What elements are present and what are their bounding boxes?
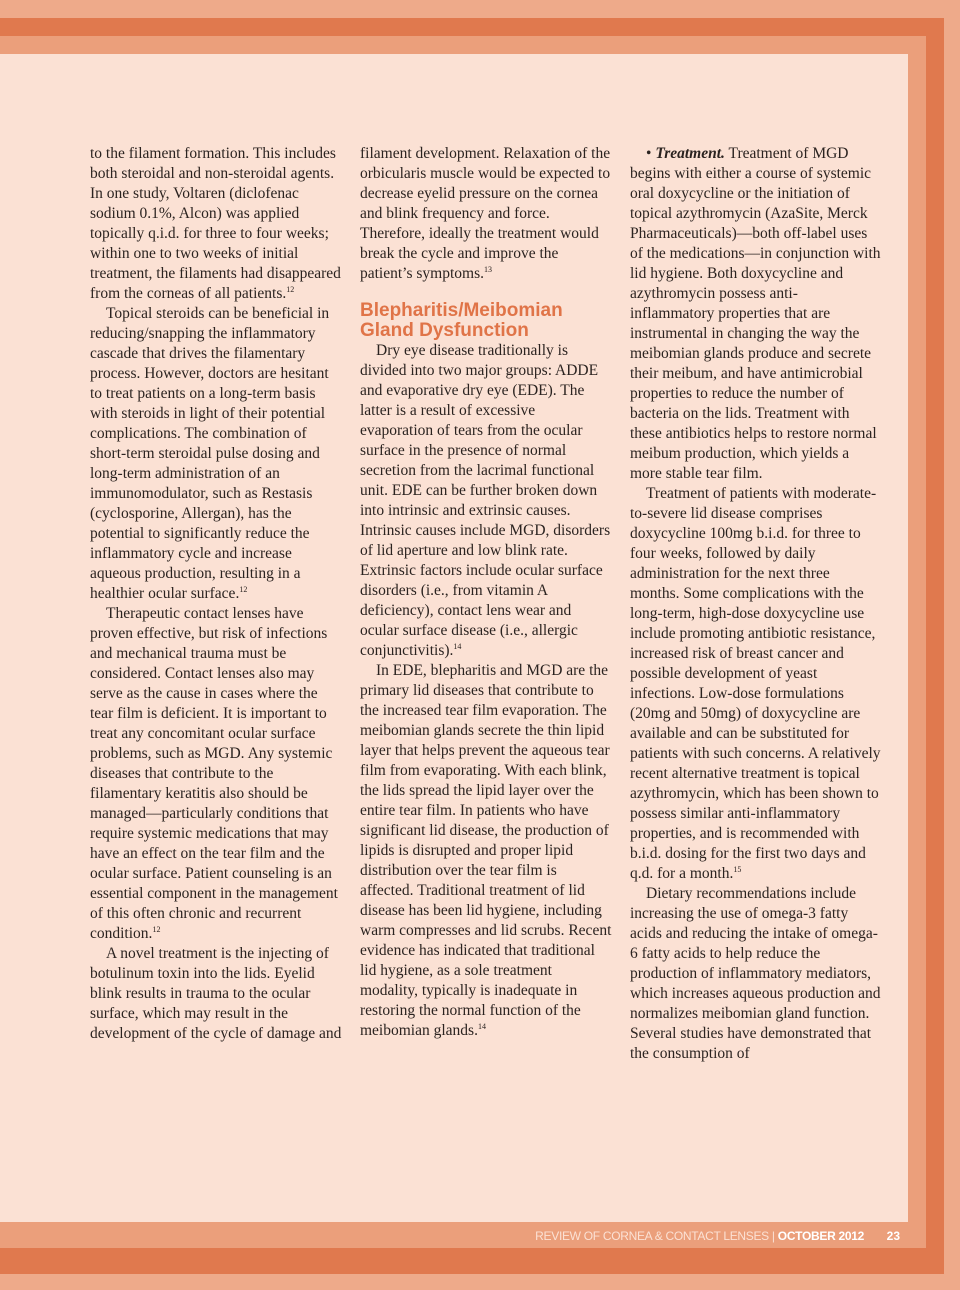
reference-marker: 15 xyxy=(733,864,742,874)
section-heading: Blepharitis/Meibomian Gland Dysfunction xyxy=(360,300,563,341)
paragraph: Therapeutic contact lenses have proven effective, but risk of infections and mechanical trauma must be considered. Contact lenses also may serve as the cause in cases where the tear film is deficient. It is important to treat any concomitant ocular surface problems, such as MGD. Any systemic diseases that contribute to the filamentary keratitis also should be managed—particularly conditions that require systemic medications that may have an effect on the tear film and the ocular surface. Patient counseling is an essential component in the management of this often chronic and recurrent condition.$^{12}$ xyxy=(90,605,338,942)
page-footer xyxy=(0,1226,908,1246)
run-in-heading: Treatment. xyxy=(655,145,725,162)
page-number: 23 xyxy=(886,1229,900,1243)
paragraph: Topical steroids can be beneficial in reducing/snapping the inflammatory cascade that drives the filamentary process. However, doctors are hesitant to treat patients on a long-term basis with steroids in light of their potential complications. The combination of short-term steroidal pulse dosing and long-term administration of an immunomodulator, such as Restasis (cyclosporine, Allergan), has the potential to significantly reduce the inflammatory cycle and increase aqueous production, resulting in a healthier ocular surface.$^{12}$ xyxy=(90,305,330,602)
reference-marker: 14 xyxy=(453,641,462,651)
reference-marker: 13 xyxy=(484,264,492,274)
paragraph: to the filament formation. This includes both steroidal and non-steroidal agents. In one study, Voltaren (diclofenac sodium 0.1%, Alcon) was applied topically q.i.d. for three to four weeks; within one to two weeks of initial treatment, the filaments had disappeared from the corneas of all patients.$^{12}$ xyxy=(90,145,341,302)
paragraph: A novel treatment is the injecting of botulinum toxin into the lids. Eyelid blink results in trauma to the ocular surface, which may result in the development of the cycle of damage and xyxy=(90,945,342,1042)
journal-title: REVIEW OF CORNEA & CONTACT LENSES | OCTOBER 2012 xyxy=(535,1229,864,1243)
paragraph: Dry eye disease traditionally is divided into two major groups: ADDE and evaporative dry eye (EDE). The latter is a result of excessive evaporation of tears from the ocular surface in the presence of normal secretion from the lacrimal functional unit. EDE can be further broken down into intrinsic and extrinsic causes. Intrinsic causes include MGD, disorders of lid aperture and low blink rate. Extrinsic factors include ocular surface disorders (i.e., from vitamin A deficiency), contact lens wear and ocular surface disease (i.e., allergic conjunctivitis).$^{14}$ xyxy=(360,342,611,659)
paragraph: Treatment of patients with moderate-to-severe lid disease comprises doxycycline 100mg b.i.d. for three to four weeks, followed by daily administration for the next three months. Some complications with the long-term, high-dose doxycycline use include promoting antibiotic resistance, increased risk of breast cancer and possible development of yeast infections. Low-dose formulations (20mg and 50mg) of doxycycline are available and can be substituted for patients with such concerns. A relatively recent alternative treatment is topical azythromycin, which has been shown to possess similar anti-inflammatory properties, and is recommended with b.i.d. dosing for the first two days and q.d. for a month.$^{15}$ xyxy=(630,485,881,882)
reference-marker: 12 xyxy=(286,284,295,294)
reference-marker: 12 xyxy=(239,584,248,594)
column-1 xyxy=(90,144,342,1044)
column-3 xyxy=(630,144,882,1064)
paragraph: In EDE, blepharitis and MGD are the primary lid diseases that contribute to the increased tear film evaporation. The meibomian glands secrete the thin lipid layer that helps prevent the aqueous tear film from evaporating. With each blink, the lids spread the lipid layer over the entire tear film. In patients who have significant lid disease, the production of lipids is disrupted and proper lipid distribution over the tear film is affected. Traditional treatment of lid disease has been lid hygiene, including warm compresses and lid scrubs. Recent evidence has indicated that traditional lid hygiene, as a sole treatment modality, typically is inadequate in restoring the normal function of the meibomian glands.$^{14}$ xyxy=(360,662,612,1039)
issue-date: OCTOBER 2012 xyxy=(777,1229,864,1243)
paragraph: • Treatment. Treatment of MGD begins with either a course of systemic oral doxycycline or the initiation of topical azythromycin (AzaSite, Merck Pharmaceuticals)—both off-label uses of the medications—in conjunction with lid hygiene. Both doxycycline and azythromycin possess anti-inflammatory properties that are instrumental in changing the way the meibomian glands produce and secrete their meibum, and have antimicrobial properties to reduce the number of bacteria on the lids. Treatment with these antibiotics helps to restore normal meibum production, which yields a more stable tear film. xyxy=(630,145,881,482)
bullet: • xyxy=(646,145,652,162)
reference-marker: 14 xyxy=(477,1021,486,1031)
paragraph: filament development. Relaxation of the orbicularis muscle would be expected to decrease eyelid pressure on the cornea and blink frequency and force. Therefore, ideally the treatment would break the cycle and improve the patient’s symptoms.$^{13}$ xyxy=(360,145,611,282)
reference-marker: 12 xyxy=(152,924,161,934)
paragraph: Dietary recommendations include increasing the use of omega-3 fatty acids and reducing the intake of omega-6 fatty acids to help reduce the production of inflammatory mediators, which increases aqueous production and normalizes meibomian gland function. Several studies have demonstrated that the consumption of xyxy=(630,885,881,1062)
column-2 xyxy=(360,144,612,1041)
